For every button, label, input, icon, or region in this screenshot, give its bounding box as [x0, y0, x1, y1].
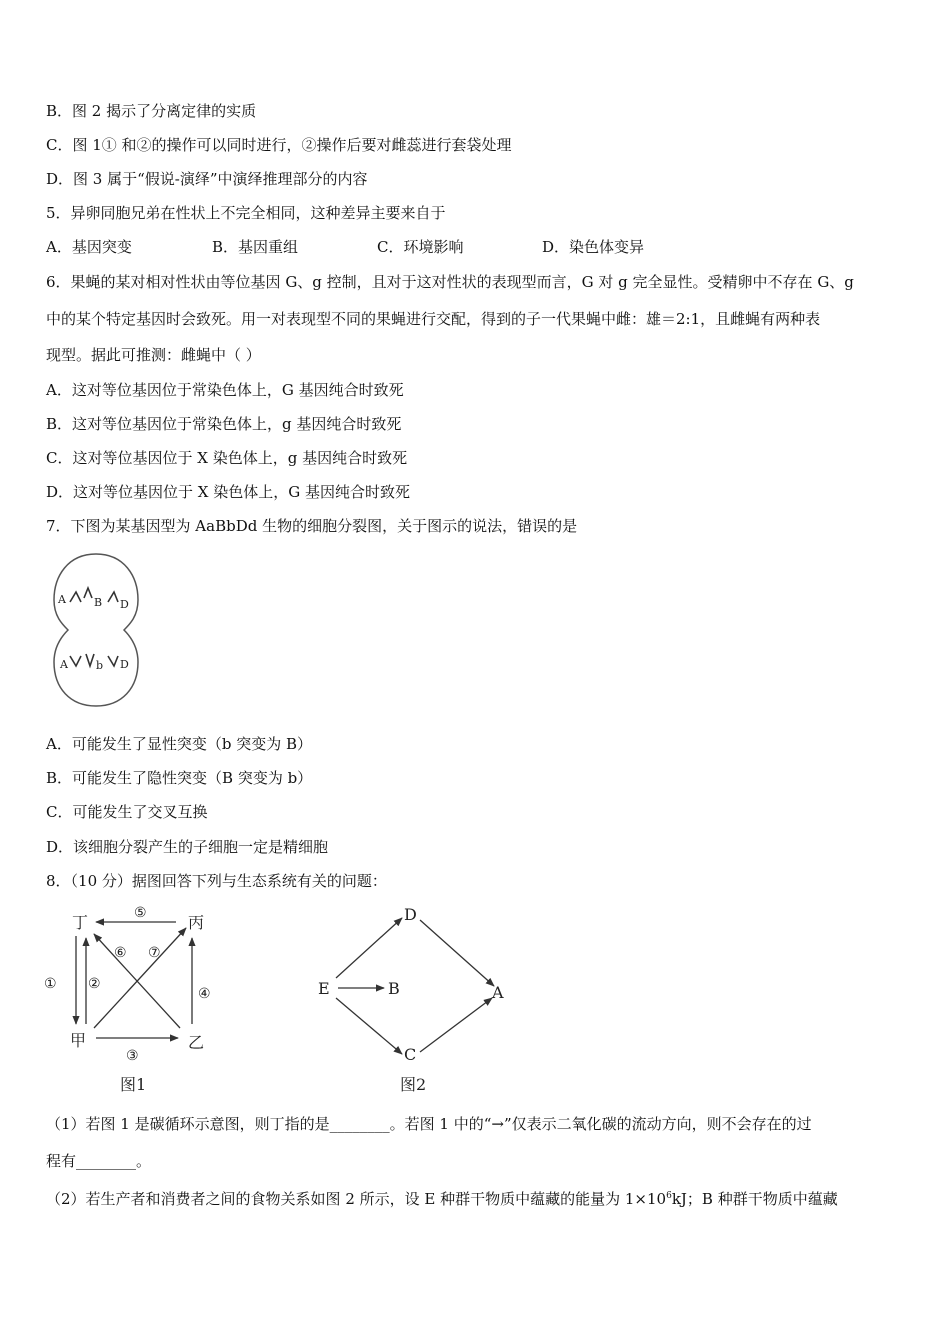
q5-stem: 5．异卵同胞兄弟在性状上不完全相同，这种差异主要来自于 — [46, 204, 446, 222]
q8-sub2-suffix: kJ；B 种群干物质中蕴藏 — [671, 1190, 838, 1208]
arrow-e-c — [336, 998, 402, 1054]
q5-option-a: A．基因突变 — [46, 238, 132, 256]
chromosome-bottom-2 — [86, 654, 94, 666]
chromosome-top-1 — [70, 592, 81, 602]
figure-2-food-web — [312, 898, 512, 1100]
label-circled-5: ⑤ — [134, 905, 147, 921]
cell-membrane — [54, 554, 138, 706]
cell-division-figure — [48, 550, 144, 710]
arrow-c-a — [420, 998, 492, 1052]
label-circled-7: ⑦ — [148, 945, 161, 961]
q5-option-d: D．染色体变异 — [542, 238, 645, 256]
label-circled-2: ② — [88, 976, 101, 992]
q7-option-b: B．可能发生了隐性突变（B 突变为 b） — [46, 769, 313, 787]
chromosome-top-3 — [108, 592, 118, 602]
cell-bottom-label-d: D — [120, 658, 129, 671]
q4-option-b: B．图 2 揭示了分离定律的实质 — [46, 102, 257, 120]
node-jia: 甲 — [70, 1031, 87, 1050]
cell-top-label-a: A — [58, 593, 66, 606]
node-yi: 乙 — [188, 1033, 205, 1052]
chromosome-top-2 — [84, 588, 92, 598]
label-circled-3: ③ — [126, 1048, 139, 1064]
q7-option-a: A．可能发生了显性突变（b 突变为 B） — [46, 735, 312, 753]
node-bing: 丙 — [188, 913, 205, 932]
cell-top-label-d: D — [120, 598, 129, 611]
chromosome-bottom-1 — [70, 656, 81, 666]
q6-option-c: C．这对等位基因位于 X 染色体上，g 基因纯合时致死 — [46, 449, 408, 467]
figure-2-caption: 图2 — [400, 1075, 427, 1094]
figure-1-caption: 图1 — [120, 1075, 147, 1094]
q8-sub1-line1: （1）若图 1 是碳循环示意图，则丁指的是________。若图 1 中的“→”仅表示二氧化碳的流动方向，则不会存在的过 — [46, 1115, 812, 1133]
label-circled-1: ① — [44, 976, 57, 992]
cell-bottom-label-b: b — [96, 659, 104, 672]
arrow-d-a — [420, 920, 494, 986]
q5-option-b: B．基因重组 — [212, 238, 299, 256]
label-circled-6: ⑥ — [114, 945, 127, 961]
q8-sub2-prefix: （2）若生产者和消费者之间的食物关系如图 2 所示，设 E 种群干物质中蕴藏的能量为 1×10 — [46, 1190, 667, 1208]
q6-stem-line3: 现型。据此可推测：雌蝇中（ ） — [46, 346, 261, 364]
q8-sub1-line2: 程有________。 — [46, 1152, 152, 1170]
q8-sub2-exponent: 6 — [666, 1191, 672, 1201]
q6-stem-line2: 中的某个特定基因时会致死。用一对表现型不同的果蝇进行交配，得到的子一代果蝇中雌：雄＝2:1，且雌蝇有两种表 — [46, 310, 821, 328]
node-a: A — [492, 983, 504, 1002]
node-ding: 丁 — [72, 913, 89, 932]
q7-option-d: D．该细胞分裂产生的子细胞一定是精细胞 — [46, 838, 329, 856]
q5-option-c: C．环境影响 — [377, 238, 464, 256]
q8-sub2-line1 — [46, 1186, 838, 1209]
q6-option-a: A．这对等位基因位于常染色体上，G 基因纯合时致死 — [46, 381, 404, 399]
label-circled-4: ④ — [198, 986, 211, 1002]
q6-option-b: B．这对等位基因位于常染色体上，g 基因纯合时致死 — [46, 415, 402, 433]
arrow-7 — [94, 928, 186, 1028]
q4-option-c: C．图 1① 和②的操作可以同时进行，②操作后要对雌蕊进行套袋处理 — [46, 136, 512, 154]
node-e: E — [318, 979, 330, 998]
node-d: D — [404, 905, 417, 924]
node-c: C — [404, 1045, 417, 1064]
figure-1-carbon-cycle — [40, 898, 230, 1100]
node-b: B — [388, 979, 400, 998]
q7-option-c: C．可能发生了交叉互换 — [46, 803, 208, 821]
q6-stem-line1: 6．果蝇的某对相对性状由等位基因 G、g 控制，且对于这对性状的表现型而言，G 对 g 完全显性。受精卵中不存在 G、g — [46, 273, 854, 291]
q6-option-d: D．这对等位基因位于 X 染色体上，G 基因纯合时致死 — [46, 483, 410, 501]
cell-bottom-label-a: A — [60, 658, 68, 671]
arrow-e-d — [336, 918, 402, 978]
q7-stem: 7．下图为某基因型为 AaBbDd 生物的细胞分裂图，关于图示的说法，错误的是 — [46, 517, 578, 535]
q8-stem: 8．（10 分）据图回答下列与生态系统有关的问题： — [46, 872, 387, 890]
cell-top-label-b: B — [94, 596, 103, 609]
q4-option-d: D．图 3 属于“假说-演绎”中演绎推理部分的内容 — [46, 170, 368, 188]
chromosome-bottom-3 — [108, 656, 118, 666]
